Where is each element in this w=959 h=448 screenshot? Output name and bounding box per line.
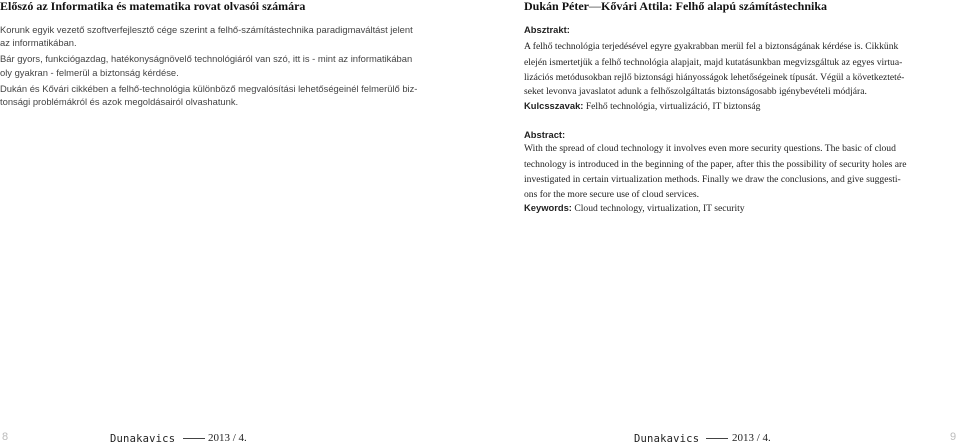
text-line: tonsági problémákról és azok megoldásairól olvashatunk. [0, 96, 239, 107]
text-line: With the spread of cloud technology it involves even more security questions. The basic of cloud [524, 143, 896, 154]
page-number: 8 [2, 431, 9, 443]
text-line: ons for the more secure use of cloud services. [524, 189, 700, 200]
abstract-en-label: Abstract: [524, 129, 566, 140]
text-line: A felhő technológia terjedésével egyre gyakrabban merül fel a biztonságának kérdése is. Cikkünk [524, 41, 899, 52]
journal-name: Dunakavics [110, 433, 176, 445]
keywords-en-label: Keywords: [524, 202, 572, 213]
footer-dash [183, 438, 205, 439]
keywords-hu-value: Felhő technológia, virtualizáció, IT biztonság [583, 101, 761, 112]
text-line: elején ismertetjük a felhő technológia alapjait, majd kutatásunkban megvizsgáltuk az egyes virtua- [524, 57, 903, 68]
abstract-hu-label: Absztrakt: [524, 24, 570, 35]
text-line: seket levonva javaslatot adunk a felhőszolgáltatás biztonságosabb igénybevételi módjára. [524, 86, 867, 97]
page-number: 9 [950, 431, 957, 443]
header-authors: Dukán Péter [524, 0, 589, 13]
footer-dash [706, 438, 728, 439]
text-line: lizációs metódusokban rejlő biztonsági hiányosságok lehetőségeinek típusát. Végül a következteté- [524, 72, 905, 83]
keywords-hu-label: Kulcsszavak: [524, 100, 584, 111]
header-separator: — [589, 0, 601, 13]
article-title [524, 0, 827, 14]
keywords-en-value: Cloud technology, virtualization, IT security [571, 203, 745, 214]
journal-name: Dunakavics [634, 433, 700, 445]
keywords-en [524, 202, 745, 215]
text-line: Bár gyors, funkciógazdag, hatékonyságnövelő technológiáról van szó, itt is - mint az informatikában [0, 53, 413, 64]
text-line: az informatikában. [0, 37, 77, 48]
right-page [480, 0, 959, 448]
text-line: Dukán és Kővári cikkében a felhő-technológia különböző megvalósítási lehetőségeinél felmerülő biz- [0, 83, 418, 94]
left-page [0, 0, 479, 448]
text-line: oly gyakran - felmerül a biztonság kérdése. [0, 67, 179, 78]
text-line: Korunk egyik vezető szoftverfejlesztő cége szerint a felhő-számítástechnika paradigmaváltást jelent [0, 24, 413, 35]
text-line: investigated in certain virtualization methods. Finally we draw the conclusions, and give suggesti- [524, 174, 901, 185]
keywords-hu [524, 100, 760, 113]
header-title: Kővári Attila: Felhő alapú számítástechnika [601, 0, 827, 13]
text-line: technology is introduced in the beginning of the paper, after this the possibility of security holes are [524, 159, 907, 170]
issue-number: 2013 / 4. [208, 432, 247, 444]
page-title: Előszó az Informatika és matematika rovat olvasói számára [0, 0, 306, 13]
issue-number: 2013 / 4. [732, 432, 771, 444]
